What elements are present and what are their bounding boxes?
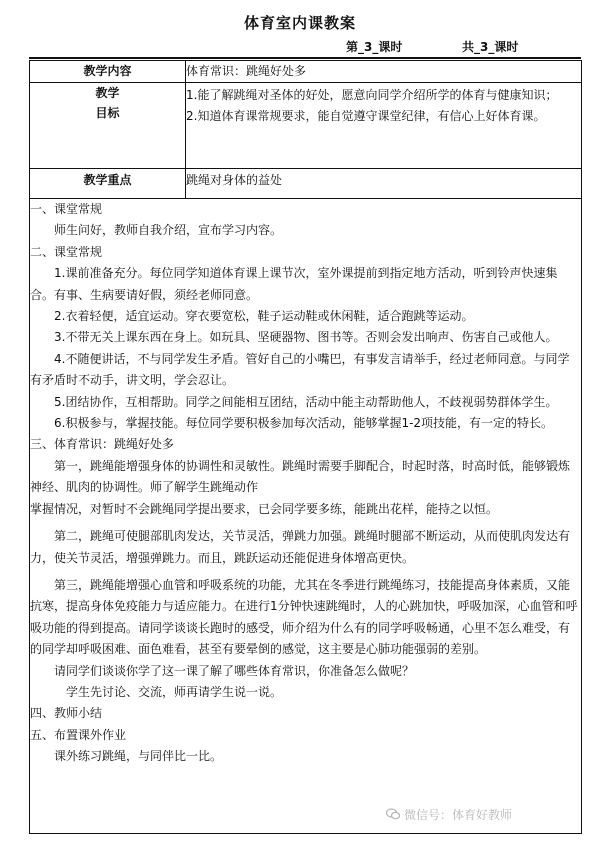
lesson-plan-table: [29, 60, 582, 834]
focus-row: [30, 169, 582, 199]
body-paragraph: 请同学们谈谈你学了这一课了解了哪些体育常识，你准备怎么做呢？: [54, 663, 415, 678]
focus-label: 教学重点: [30, 169, 186, 199]
body-paragraph: 2.衣着轻便，适宜运动。穿衣要宽松，鞋子运动鞋或休闲鞋，适合跑跳等运动。: [54, 309, 474, 324]
page-title: 体育室内课教案: [243, 14, 356, 32]
goal-row: [30, 83, 582, 169]
body-paragraph: 5.团结协作，互相帮助。同学之间能相互团结，活动中能主动帮助他人，不歧视弱势群体学生。: [54, 394, 558, 409]
body-paragraph: 6.积极参与，掌握技能。每位同学要积极参加每次活动，能够掌握1-2项技能，有一定的特长。: [54, 416, 554, 431]
body-paragraph: 师生问好，教师自我介绍，宣布学习内容。: [54, 223, 283, 238]
goal-label-line2: 目标: [95, 106, 120, 120]
body-paragraph: 掌握情况，对暂时不会跳绳同学提出要求，已会同学要多练，能跳出花样，能持之以恒。: [30, 501, 499, 516]
body-paragraph: 1.课前准备充分。每位同学知道体育课上课节次，室外课提前到指定地方活动，听到铃声快速集合。有事、生病要请好假，须经老师同意。: [30, 266, 558, 302]
watermark-text: 微信号：体育好教师: [404, 808, 513, 822]
lesson-number: 第_3_课时: [346, 40, 403, 54]
wechat-watermark: [386, 806, 512, 823]
goal-label: [30, 83, 186, 169]
section-heading: 二、课堂常规: [30, 244, 103, 259]
wechat-icon: [386, 808, 400, 820]
goal-item-1: 1.能了解跳绳对圣体的好处，愿意向同学介绍所学的体育与健康知识；: [186, 88, 558, 102]
section-heading: 四、教师小结: [30, 706, 103, 721]
content-value: 体育常识：跳绳好处多: [186, 61, 582, 83]
body-paragraph: 3.不带无关上课东西在身上。如玩具、坚硬器物、图书等。否则会发出响声、伤害自己或他人。: [54, 330, 558, 345]
focus-value: 跳绳对身体的益处: [186, 169, 582, 199]
lesson-body: [30, 199, 582, 834]
section-heading: 五、布置课外作业: [30, 727, 127, 742]
goal-label-line1: 教学: [95, 86, 120, 100]
body-paragraph: 4.不随便讲话，不与同学发生矛盾。管好自己的小嘴巴，有事发言请举手，经过老师同意。与同学有矛盾时不动手，讲文明，学会忍让。: [30, 351, 570, 388]
body-paragraph: 第三，跳绳能增强心血管和呼吸系统的功能，尤其在冬季进行跳绳练习，技能提高身体素质，又能抗寒，提高身体免疫能力与适应能力。在进行1分钟快速跳绳时，人的心跳加快，呼吸加深，心血管和呼吸功能的得到提高。请同学谈谈长跑时的感受，师介绍为什么有的同学呼吸畅通，心里不怎么难受，有的同学却呼吸困难、面色难看，甚至有要晕倒的感觉，这主要是心肺功能强弱的差别。: [30, 577, 578, 657]
goal-value: [186, 83, 582, 169]
section-heading: 一、课堂常规: [30, 202, 103, 216]
header-rule: [29, 57, 581, 59]
body-paragraph: 课外练习跳绳，与同伴比一比。: [54, 749, 223, 764]
section-heading: 三、体育常识：跳绳好处多: [30, 437, 175, 452]
body-row: [30, 199, 582, 834]
content-label: 教学内容: [30, 61, 186, 83]
goal-item-2: 2.知道体育课常规要求，能自觉遵守课堂纪律，有信心上好体育课。: [186, 109, 546, 123]
body-paragraph: 第一，跳绳能增强身体的协调性和灵敏性。跳绳时需要手脚配合，时起时落，时高时低，能够锻炼神经、肌肉的协调性。师了解学生跳绳动作: [30, 458, 571, 495]
body-paragraph: 第二，跳绳可使腿部肌肉发达，关节灵活，弹跳力加强。跳绳时腿部不断运动，从而使肌肉发达有力，使关节灵活，增强弹跳力。而且，跳跃运动还能促进身体增高更快。: [30, 529, 571, 565]
lesson-total: 共_3_课时: [462, 40, 519, 54]
body-paragraph: 学生先讨论、交流，师再请学生说一说。: [66, 684, 283, 699]
content-row: [30, 61, 582, 83]
